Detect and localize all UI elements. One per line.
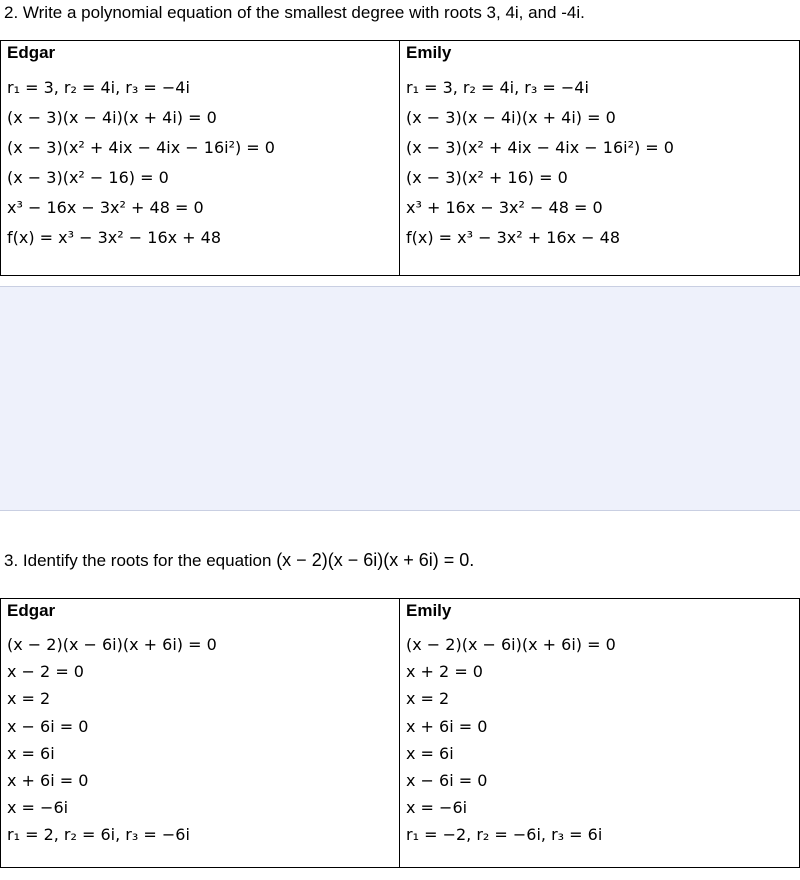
work-line: x = 6i	[406, 743, 454, 763]
work-line: f(x) = x³ − 3x² + 16x − 48	[406, 228, 621, 247]
work-line: x = 2	[7, 689, 51, 709]
work-line: (x − 3)(x² + 4ix − 4ix − 16i²) = 0	[406, 138, 674, 157]
work-line: x = −6i	[406, 798, 468, 818]
work-line: x − 6i = 0	[7, 716, 89, 736]
edgar-column	[1, 41, 400, 276]
question-3-work-table	[0, 598, 800, 868]
work-line: (x − 2)(x − 6i)(x + 6i) = 0	[406, 635, 616, 654]
work-line: (x − 2)(x − 6i)(x + 6i) = 0	[7, 635, 217, 654]
question-3-prompt	[4, 550, 474, 571]
column-header: Edgar	[7, 601, 56, 620]
column-header: Edgar	[7, 43, 56, 62]
question-3-prompt-text: 3. Identify the roots for the equation	[4, 551, 272, 570]
work-line: x + 6i = 0	[406, 716, 488, 736]
work-line: (x − 3)(x² − 16) = 0	[7, 168, 169, 187]
work-line: x = 2	[406, 689, 450, 709]
work-line: x = 6i	[7, 743, 55, 763]
emily-column	[400, 41, 800, 276]
work-line: x − 6i = 0	[406, 770, 488, 790]
work-line: (x − 3)(x² + 4ix − 4ix − 16i²) = 0	[7, 138, 275, 157]
answer-space-panel[interactable]	[0, 286, 800, 511]
work-line: x³ − 16x − 3x² + 48 = 0	[7, 198, 204, 217]
work-line: (x − 3)(x − 4i)(x + 4i) = 0	[406, 108, 616, 127]
work-line: (x − 3)(x² + 16) = 0	[406, 168, 568, 187]
work-line: f(x) = x³ − 3x² − 16x + 48	[7, 228, 222, 247]
work-line: x³ + 16x − 3x² − 48 = 0	[406, 198, 603, 217]
question-2-prompt: 2. Write a polynomial equation of the smallest degree with roots 3, 4i, and -4i.	[4, 3, 585, 22]
work-line: x = −6i	[7, 798, 69, 818]
work-line: r₁ = 3, r₂ = 4i, r₃ = −4i	[406, 78, 589, 97]
work-line: r₁ = 3, r₂ = 4i, r₃ = −4i	[7, 78, 190, 97]
question-3-equation: (x − 2)(x − 6i)(x + 6i) = 0.	[276, 550, 475, 570]
work-line: r₁ = 2, r₂ = 6i, r₃ = −6i	[7, 825, 190, 845]
emily-column	[400, 599, 800, 868]
question-2-work-table	[0, 40, 800, 276]
column-header: Emily	[406, 601, 452, 620]
work-line: (x − 3)(x − 4i)(x + 4i) = 0	[7, 108, 217, 127]
work-line: x + 6i = 0	[7, 770, 89, 790]
work-line: r₁ = −2, r₂ = −6i, r₃ = 6i	[406, 825, 603, 845]
work-line: x + 2 = 0	[406, 662, 483, 682]
edgar-column	[1, 599, 400, 868]
work-line: x − 2 = 0	[7, 662, 84, 682]
column-header: Emily	[406, 43, 452, 62]
